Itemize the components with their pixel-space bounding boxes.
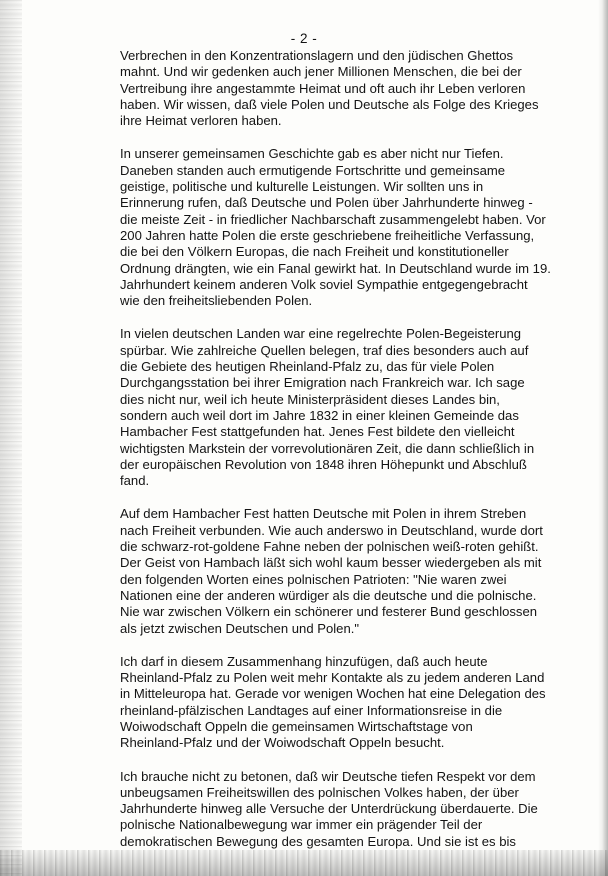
text-line: Daneben standen auch ermutigende Fortschritte und gemeinsame — [120, 162, 506, 178]
text-line: Verbrechen in den Konzentrationslagern und den jüdischen Ghettos — [120, 48, 514, 63]
text-line: geistige, politische und kulturelle Leistungen. Wir sollten uns in — [120, 179, 484, 195]
text-line: demokratischen Bewegung des gesamten Europa. Und sie ist es bis — [120, 833, 516, 849]
text-line: In vielen deutschen Landen war eine regelrechte Polen-Begeisterung — [120, 326, 522, 342]
paragraph-1 — [120, 48, 568, 129]
text-line: Woiwodschaft Oppeln die gemeinsamen Wirtschaftstage von — [120, 718, 473, 734]
text-line: in Mitteleuropa hat. Gerade vor wenigen Wochen hat eine Delegation des — [120, 686, 546, 702]
text-line: mahnt. Und wir gedenken auch jener Millionen Menschen, die bei der — [120, 64, 522, 80]
text-line: In unserer gemeinsamen Geschichte gab es aber nicht nur Tiefen. — [120, 146, 504, 162]
text-line: rheinland-pfälzischen Landtages auf einer Informationsreise in die — [120, 702, 503, 718]
text-line: unbeugsamen Freiheitswillen des polnischen Volkes haben, der über — [120, 784, 519, 800]
text-line: Jahrhundert keinem anderen Volk soviel Sympathie entgegengebracht — [120, 276, 528, 292]
text-line: die bei den Völkern Europas, die nach Freiheit und konstitutioneller — [120, 244, 509, 260]
text-line: nach Freiheit verbunden. Wie auch anderswo in Deutschland, wurde dort — [120, 522, 543, 538]
body-text — [120, 48, 568, 867]
text-line: Ich darf in diesem Zusammenhang hinzufügen, daß auch heute — [120, 653, 488, 669]
paragraph-4 — [120, 506, 568, 636]
text-line: dies nicht nur, weil ich heute Ministerpräsident dieses Landes bin, — [120, 391, 500, 407]
text-line: spürbar. Wie zahlreiche Quellen belegen, traf dies besonders auch auf — [120, 342, 529, 358]
text-line: Rheinland-Pfalz zu Polen weit mehr Kontakte als zu jedem anderen Land — [120, 670, 545, 686]
text-line: Durchgangsstation bei ihrer Emigration nach Frankreich war. Ich sage — [120, 375, 525, 391]
text-line: wichtigsten Markstein der vorrevolutionären Zeit, die dann schließlich in — [120, 440, 535, 456]
text-line: die Gebiete des heutigen Rheinland-Pfalz zu, das für viele Polen — [120, 359, 495, 375]
text-line: die schwarz-rot-goldene Fahne neben der polnischen weiß-roten gehißt. — [120, 539, 539, 555]
text-line: polnische Nationalbewegung war immer ein prägender Teil der — [120, 817, 483, 833]
text-line: Rheinland-Pfalz und der Woiwodschaft Oppeln besucht. — [120, 735, 445, 751]
text-line: als jetzt zwischen Deutschen und Polen." — [120, 620, 360, 636]
text-line: ihre Heimat verloren haben. — [120, 113, 282, 129]
text-line: fand. — [120, 473, 150, 489]
paragraph-5 — [120, 654, 568, 752]
text-line: haben. Wir wissen, daß viele Polen und Deutsche als Folge des Krieges — [120, 96, 539, 112]
text-line: den folgenden Worten eines polnischen Patrioten: "Nie waren zwei — [120, 571, 507, 587]
text-line: Ich brauche nicht zu betonen, daß wir Deutsche tiefen Respekt vor dem — [120, 768, 536, 784]
scan-edge-right — [598, 0, 608, 876]
text-line: Vertreibung ihre angestammte Heimat und oft auch ihr Leben verloren — [120, 80, 526, 96]
text-line: Jahrhunderte hinweg alle Versuche der Unterdrückung überdauerte. Die — [120, 801, 538, 817]
text-line: sondern auch weil dort im Jahre 1832 in einer kleinen Gemeinde das — [120, 407, 519, 423]
paragraph-3 — [120, 326, 568, 489]
text-line: Erinnerung rufen, daß Deutsche und Polen über Jahrhunderte hinweg - — [120, 195, 533, 211]
text-line: die meiste Zeit - in friedlicher Nachbarschaft zusammengelebt haben. Vor — [120, 211, 546, 227]
text-line: der europäischen Revolution von 1848 ihren Höhepunkt und Abschluß — [120, 456, 527, 472]
text-line: Der Geist von Hambach läßt sich wohl kaum besser wiedergeben als mit — [120, 555, 542, 571]
text-line: 200 Jahren hatte Polen die erste geschriebene freiheitliche Verfassung, — [120, 227, 535, 243]
scan-edge-left — [0, 0, 22, 876]
paragraph-6 — [120, 769, 568, 850]
text-line: Auf dem Hambacher Fest hatten Deutsche mit Polen in ihrem Streben — [120, 506, 527, 522]
paragraph-2 — [120, 146, 568, 309]
text-line: Nationen eine der anderen würdiger als die deutsche und die polnische. — [120, 587, 537, 603]
text-line: Ordnung drängten, wie ein Fanal gewirkt hat. In Deutschland wurde im 19. — [120, 260, 551, 276]
text-line: Nie war zwischen Völkern ein schönerer und festerer Bund geschlossen — [120, 604, 538, 620]
text-line: Hambacher Fest stattgefunden hat. Jenes Fest bildete den vielleicht — [120, 424, 515, 440]
text-line: wie den freiheitsliebenden Polen. — [120, 293, 313, 309]
page-number: - 2 - — [290, 31, 318, 46]
